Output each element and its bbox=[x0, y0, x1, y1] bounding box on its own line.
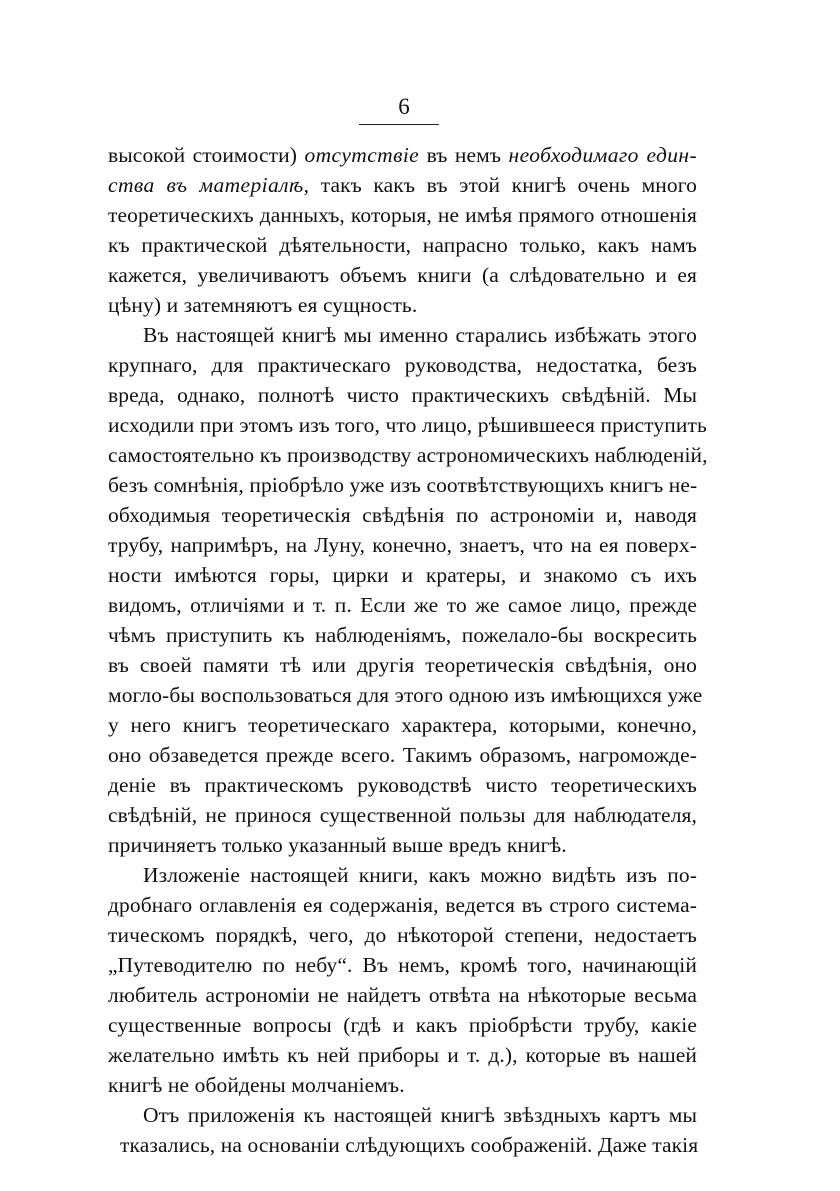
page-number: 6 bbox=[398, 94, 410, 119]
text-line: у него книгъ теоретическаго характера, которыми, конечно, bbox=[108, 713, 697, 737]
text-line: могло-бы воспользоваться для этого одною изъ имѣющихся уже bbox=[108, 683, 703, 707]
text-line: книгѣ не обойдены молчаніемъ. bbox=[108, 1073, 405, 1097]
text-line: обходимыя теоретическія свѣдѣнія по астрономіи и, наводя bbox=[108, 503, 697, 527]
text-line: желательно имѣть къ ней приборы и т. д.), которые въ нашей bbox=[108, 1043, 697, 1067]
text-line: крупнаго, для практическаго руководства, недостатка, безъ bbox=[108, 353, 697, 377]
text-line: существенные вопросы (гдѣ и какъ пріобрѣсти трубу, какіе bbox=[108, 1013, 697, 1037]
text-line: къ практической дѣятельности, напрасно только, какъ намъ bbox=[108, 233, 697, 257]
text-line: вреда, однако, полнотѣ чисто практическихъ свѣдѣній. Мы bbox=[108, 383, 697, 407]
text-line: чѣмъ приступить къ наблюденіямъ, пожелало-бы воскресить bbox=[108, 623, 697, 647]
text-line: „Путеводителю по небу“. Въ немъ, кромѣ того, начинающій bbox=[108, 953, 697, 977]
text-line: деніе въ практическомъ руководствѣ чисто теоретическихъ bbox=[108, 773, 697, 797]
text-line: Отъ приложенія къ настоящей книгѣ звѣздныхъ картъ мы bbox=[143, 1103, 697, 1127]
text-line: высокой стоимости) отсутствіе въ немъ необходимаго един- bbox=[108, 143, 697, 167]
text-line: трубу, напримѣръ, на Луну, конечно, знаетъ, что на ея поверх- bbox=[108, 533, 697, 557]
text-line: самостоятельно къ производству астрономическихъ наблюденій, bbox=[108, 443, 708, 467]
text-line: тическомъ порядкѣ, чего, до нѣкоторой степени, недостаетъ bbox=[108, 923, 697, 947]
text-line: свѣдѣній, не принося существенной пользы для наблюдателя, bbox=[108, 803, 697, 827]
text-line: тказались, на основаніи слѣдующихъ соображеній. Даже такія bbox=[120, 1133, 699, 1157]
text-line: причиняетъ только указанный выше вредъ книгѣ. bbox=[108, 833, 567, 857]
text-line: дробнаго оглавленія ея содержанія, ведется въ строго система- bbox=[108, 893, 697, 917]
text-line: въ своей памяти тѣ или другія теоретическія свѣдѣнія, оно bbox=[108, 653, 697, 677]
text-line: ности имѣются горы, цирки и кратеры, и знакомо съ ихъ bbox=[108, 563, 697, 587]
text-line: цѣну) и затемняютъ ея сущность. bbox=[108, 293, 418, 317]
text-line: ства въ матеріалѣ, такъ какъ въ этой книгѣ очень много bbox=[108, 173, 697, 197]
text-line: Изложеніе настоящей книги, какъ можно видѣть изъ по- bbox=[143, 863, 697, 887]
text-line: кажется, увеличиваютъ объемъ книги (а слѣдовательно и ея bbox=[108, 263, 697, 287]
text-line: оно обзаведется прежде всего. Такимъ образомъ, нагроможде- bbox=[108, 743, 697, 767]
text-line: безъ сомнѣнія, пріобрѣло уже изъ соотвѣтствующихъ книгъ не- bbox=[108, 473, 698, 497]
text-line: Въ настоящей книгѣ мы именно старались избѣжать этого bbox=[143, 323, 697, 347]
text-line: любитель астрономіи не найдетъ отвѣта на нѣкоторые весьма bbox=[108, 983, 697, 1007]
text-line: исходили при этомъ изъ того, что лицо, рѣшившееся приступить bbox=[108, 413, 707, 437]
page-number-rule bbox=[359, 124, 439, 125]
text-line: теоретическихъ данныхъ, которыя, не имѣя прямого отношенія bbox=[108, 203, 697, 227]
text-line: видомъ, отличіями и т. п. Если же то же самое лицо, прежде bbox=[108, 593, 697, 617]
